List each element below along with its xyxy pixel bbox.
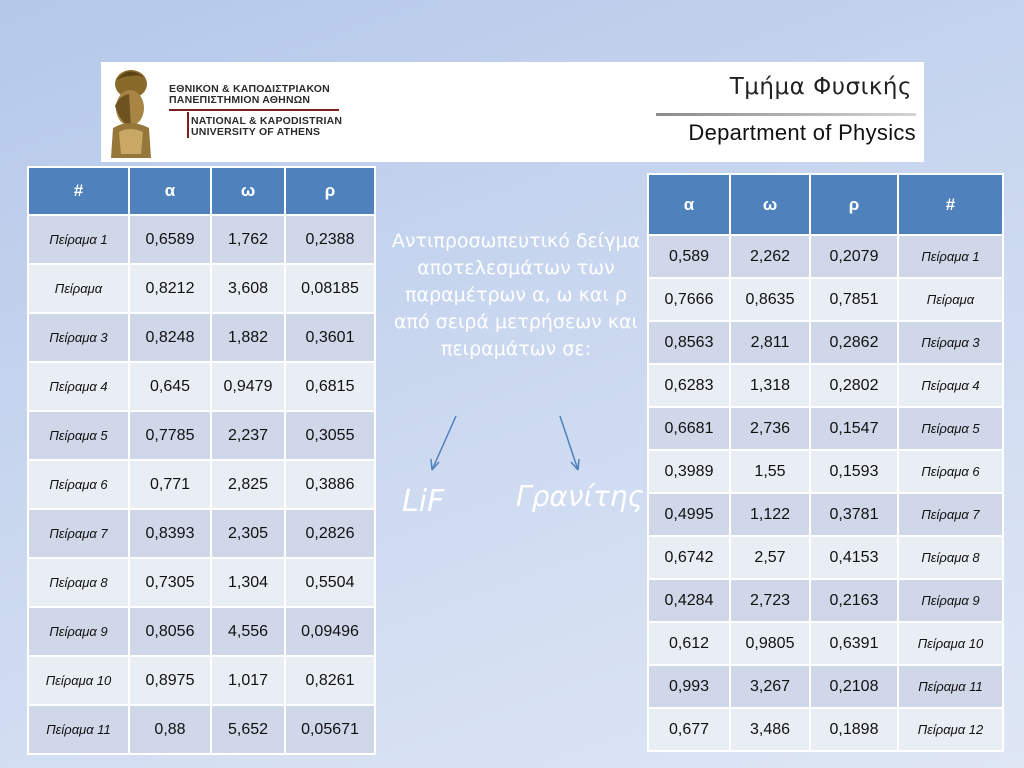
table-header-row [648,174,1003,235]
granite-results-table [647,173,1004,752]
alpha-cell: 0,612 [648,622,730,665]
alpha-cell: 0,4995 [648,493,730,536]
rho-cell: 0,4153 [810,536,898,579]
experiment-cell: Πείραμα 7 [28,509,129,558]
divider [169,109,339,111]
rho-cell: 0,2862 [810,321,898,364]
department-name-greek: Τμήμα Φυσικής [729,74,912,100]
experiment-cell: Πείραμα 5 [898,407,1003,450]
table-row [648,321,1003,364]
table-row [648,708,1003,751]
divider [187,112,189,138]
experiment-cell: Πείραμα 10 [28,656,129,705]
table-row [28,460,375,509]
alpha-cell: 0,6283 [648,364,730,407]
lif-results-table [27,166,376,755]
table-header-row [28,167,375,215]
arrow-left-icon [432,416,456,470]
omega-cell: 5,652 [211,705,285,754]
table-row [28,558,375,607]
experiment-cell: Πείραμα [898,278,1003,321]
alpha-cell: 0,8563 [648,321,730,364]
omega-cell: 2,811 [730,321,810,364]
omega-cell: 1,304 [211,558,285,607]
omega-cell: 2,736 [730,407,810,450]
table-row [648,407,1003,450]
alpha-cell: 0,8393 [129,509,211,558]
omega-cell: 4,556 [211,607,285,656]
rho-cell: 0,2163 [810,579,898,622]
experiment-cell: Πείραμα 8 [898,536,1003,579]
alpha-cell: 0,6681 [648,407,730,450]
rho-cell: 0,2826 [285,509,375,558]
omega-cell: 3,486 [730,708,810,751]
omega-cell: 1,017 [211,656,285,705]
omega-cell: 0,8635 [730,278,810,321]
divider [656,113,916,116]
experiment-cell: Πείραμα 10 [898,622,1003,665]
alpha-cell: 0,3989 [648,450,730,493]
experiment-cell: Πείραμα 6 [898,450,1003,493]
header-banner [101,62,924,162]
omega-cell: 0,9479 [211,362,285,411]
alpha-cell: 0,645 [129,362,211,411]
table-row [648,235,1003,278]
omega-cell: 1,122 [730,493,810,536]
omega-cell: 1,55 [730,450,810,493]
experiment-cell: Πείραμα 11 [898,665,1003,708]
rho-cell: 0,3781 [810,493,898,536]
rho-cell: 0,1593 [810,450,898,493]
university-name-english-line2: UNIVERSITY OF ATHENS [191,126,321,138]
column-header: α [648,174,730,235]
table-row [648,364,1003,407]
arrow-right-icon [560,416,578,470]
alpha-cell: 0,6742 [648,536,730,579]
experiment-cell: Πείραμα 8 [28,558,129,607]
table-row [648,493,1003,536]
table-row [648,665,1003,708]
table-row [28,509,375,558]
rho-cell: 0,05671 [285,705,375,754]
rho-cell: 0,2079 [810,235,898,278]
experiment-cell: Πείραμα [28,264,129,313]
alpha-cell: 0,8248 [129,313,211,362]
table-row [28,411,375,460]
omega-cell: 1,882 [211,313,285,362]
alpha-cell: 0,8212 [129,264,211,313]
alpha-cell: 0,589 [648,235,730,278]
omega-cell: 0,9805 [730,622,810,665]
experiment-cell: Πείραμα 3 [898,321,1003,364]
rho-cell: 0,1898 [810,708,898,751]
omega-cell: 3,608 [211,264,285,313]
experiment-cell: Πείραμα 3 [28,313,129,362]
alpha-cell: 0,7666 [648,278,730,321]
university-name-greek-line2: ΠΑΝΕΠΙΣΤΗΜΙΟΝ ΑΘΗΝΩΝ [169,94,311,106]
omega-cell: 2,305 [211,509,285,558]
experiment-cell: Πείραμα 1 [898,235,1003,278]
rho-cell: 0,7851 [810,278,898,321]
rho-cell: 0,08185 [285,264,375,313]
table-row [28,215,375,264]
experiment-cell: Πείραμα 11 [28,705,129,754]
experiment-cell: Πείραμα 4 [898,364,1003,407]
table-row [28,313,375,362]
department-name-english: Department of Physics [688,120,916,145]
alpha-cell: 0,993 [648,665,730,708]
experiment-cell: Πείραμα 1 [28,215,129,264]
experiment-cell: Πείραμα 9 [898,579,1003,622]
experiment-cell: Πείραμα 9 [28,607,129,656]
table-row [28,264,375,313]
omega-cell: 3,267 [730,665,810,708]
experiment-cell: Πείραμα 7 [898,493,1003,536]
label-granite: Γρανίτης [516,480,644,513]
table-row [648,579,1003,622]
rho-cell: 0,2802 [810,364,898,407]
alpha-cell: 0,88 [129,705,211,754]
table-row [648,536,1003,579]
rho-cell: 0,6391 [810,622,898,665]
omega-cell: 2,723 [730,579,810,622]
table-row [648,450,1003,493]
experiment-cell: Πείραμα 6 [28,460,129,509]
rho-cell: 0,3601 [285,313,375,362]
university-name-english-line1: NATIONAL & KAPODISTRIAN [191,115,343,127]
description-text: Αντιπροσωπευτικό δείγμα αποτελεσμάτων των παραμέτρων α, ω και ρ από σειρά μετρήσεων και πειραμάτων σε: [391,230,641,360]
experiment-cell: Πείραμα 12 [898,708,1003,751]
column-header: ρ [810,174,898,235]
rho-cell: 0,3055 [285,411,375,460]
athena-seal-logo [105,66,155,158]
column-header: ρ [285,167,375,215]
rho-cell: 0,09496 [285,607,375,656]
rho-cell: 0,1547 [810,407,898,450]
omega-cell: 2,237 [211,411,285,460]
experiment-cell: Πείραμα 5 [28,411,129,460]
alpha-cell: 0,7305 [129,558,211,607]
alpha-cell: 0,6589 [129,215,211,264]
table-row [28,705,375,754]
university-name-greek-line1: ΕΘΝΙΚΟΝ & ΚΑΠΟΔΙΣΤΡΙΑΚΟΝ [169,83,330,95]
omega-cell: 2,262 [730,235,810,278]
omega-cell: 2,825 [211,460,285,509]
experiment-cell: Πείραμα 4 [28,362,129,411]
table-row [28,607,375,656]
rho-cell: 0,8261 [285,656,375,705]
table-row [648,278,1003,321]
column-header: # [28,167,129,215]
label-lif: LiF [402,484,445,519]
alpha-cell: 0,4284 [648,579,730,622]
rho-cell: 0,3886 [285,460,375,509]
arrow-icons [420,410,590,480]
omega-cell: 1,762 [211,215,285,264]
column-header: # [898,174,1003,235]
alpha-cell: 0,677 [648,708,730,751]
alpha-cell: 0,7785 [129,411,211,460]
column-header: ω [211,167,285,215]
alpha-cell: 0,8975 [129,656,211,705]
omega-cell: 1,318 [730,364,810,407]
table-row [28,656,375,705]
alpha-cell: 0,771 [129,460,211,509]
rho-cell: 0,5504 [285,558,375,607]
rho-cell: 0,2108 [810,665,898,708]
rho-cell: 0,2388 [285,215,375,264]
rho-cell: 0,6815 [285,362,375,411]
table-row [28,362,375,411]
alpha-cell: 0,8056 [129,607,211,656]
column-header: ω [730,174,810,235]
table-row [648,622,1003,665]
omega-cell: 2,57 [730,536,810,579]
column-header: α [129,167,211,215]
